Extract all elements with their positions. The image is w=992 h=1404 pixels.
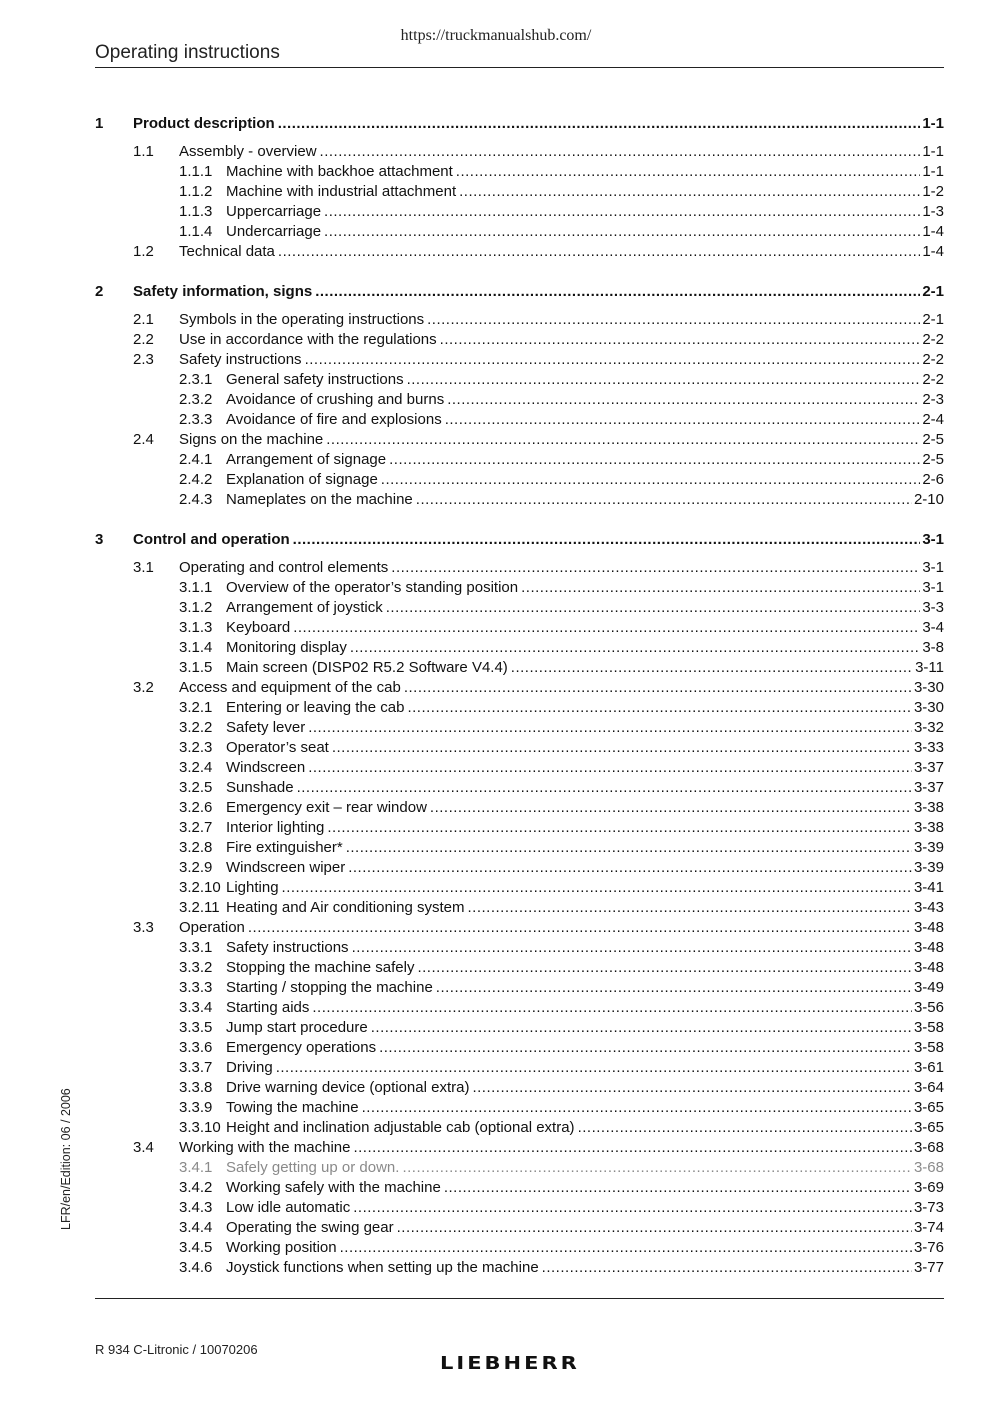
toc-title: Arrangement of signage	[226, 451, 387, 468]
toc-number: 3.3.9	[179, 1099, 213, 1116]
toc-page-number: 1-4	[922, 243, 944, 260]
toc-leader-dots	[371, 1018, 912, 1038]
toc-number: 3.1.2	[179, 599, 213, 616]
toc-leader-dots	[278, 242, 920, 262]
toc-entry-section	[95, 310, 944, 330]
toc-page-number: 3-77	[913, 1259, 944, 1276]
toc-entry-sub	[95, 1218, 944, 1238]
toc-leader-dots	[391, 558, 920, 578]
toc-entry-sub	[95, 1258, 944, 1278]
toc-page-number: 3-3	[922, 599, 944, 616]
toc-page-number: 3-37	[913, 779, 944, 796]
toc-number: 3.2.3	[179, 739, 213, 756]
toc-title: Height and inclination adjustable cab (optional extra)	[226, 1119, 575, 1136]
toc-entry-sub	[95, 370, 944, 390]
toc-title: Emergency exit – rear window	[226, 799, 427, 816]
toc-number: 3.3.7	[179, 1059, 213, 1076]
toc-entry-sub	[95, 978, 944, 998]
toc-title: Symbols in the operating instructions	[179, 311, 425, 328]
toc-title: Signs on the machine	[179, 431, 324, 448]
toc-leader-dots	[276, 1058, 912, 1078]
toc-title: Stopping the machine safely	[226, 959, 415, 976]
toc-page-number: 2-10	[913, 491, 944, 508]
toc-leader-dots	[324, 222, 920, 242]
toc-title: General safety instructions	[226, 371, 404, 388]
toc-page-number: 3-1	[922, 531, 944, 548]
page-header-title: Operating instructions	[95, 42, 280, 63]
toc-leader-dots	[320, 142, 921, 162]
toc-leader-dots	[282, 878, 912, 898]
toc-page-number: 3-32	[913, 719, 944, 736]
toc-leader-dots	[459, 182, 920, 202]
toc-number: 3.2.2	[179, 719, 213, 736]
toc-page-number: 1-1	[922, 163, 944, 180]
toc-page-number: 3-76	[913, 1239, 944, 1256]
toc-title: Windscreen	[226, 759, 306, 776]
toc-entry-sub	[95, 718, 944, 738]
toc-entry-sub	[95, 638, 944, 658]
toc-leader-dots	[440, 330, 921, 350]
toc-number: 2	[95, 283, 104, 300]
toc-title: Sunshade	[226, 779, 294, 796]
toc-leader-dots	[404, 678, 912, 698]
toc-leader-dots	[402, 1158, 912, 1178]
toc-leader-dots	[379, 1038, 912, 1058]
toc-page-number: 3-1	[922, 559, 944, 576]
toc-page-number: 1-1	[922, 115, 944, 132]
toc-entry-section	[95, 350, 944, 370]
toc-entry-sub	[95, 202, 944, 222]
toc-entry-sub	[95, 778, 944, 798]
toc-page-number: 2-1	[922, 311, 944, 328]
toc-number: 3.4.3	[179, 1199, 213, 1216]
toc-leader-dots	[430, 798, 912, 818]
toc-number: 3.3.1	[179, 939, 213, 956]
toc-number: 3.3.4	[179, 999, 213, 1016]
toc-entry-section	[95, 558, 944, 578]
toc-title: Jump start procedure	[226, 1019, 368, 1036]
toc-entry-sub	[95, 490, 944, 510]
toc-leader-dots	[346, 838, 912, 858]
toc-page-number: 3-69	[913, 1179, 944, 1196]
toc-page-number: 2-4	[922, 411, 944, 428]
toc-number: 3.2.1	[179, 699, 213, 716]
toc-title: Avoidance of crushing and burns	[226, 391, 445, 408]
toc-entry-sub	[95, 998, 944, 1018]
toc-page-number: 3-39	[913, 859, 944, 876]
toc-number: 3.2	[133, 679, 154, 696]
toc-number: 3.4.2	[179, 1179, 213, 1196]
toc-number: 3.3.6	[179, 1039, 213, 1056]
toc-title: Main screen (DISP02 R5.2 Software V4.4)	[226, 659, 508, 676]
toc-number: 3.4	[133, 1139, 154, 1156]
toc-page-number: 3-30	[913, 699, 944, 716]
toc-entry-sub	[95, 598, 944, 618]
toc-entry-sub	[95, 578, 944, 598]
toc-entry-sub	[95, 698, 944, 718]
toc-number: 3.2.11	[179, 899, 220, 916]
toc-page-number: 3-37	[913, 759, 944, 776]
footer-model: R 934 C-Litronic / 10070206	[95, 1342, 258, 1357]
toc-number: 3.2.9	[179, 859, 213, 876]
toc-title: Working safely with the machine	[226, 1179, 441, 1196]
toc-title: Operator’s seat	[226, 739, 329, 756]
toc-number: 3.3.2	[179, 959, 213, 976]
toc-number: 1.1.2	[179, 183, 213, 200]
toc-entry-section	[95, 142, 944, 162]
toc-number: 2.3.1	[179, 371, 213, 388]
toc-page-number: 3-56	[913, 999, 944, 1016]
toc-entry-sub	[95, 818, 944, 838]
toc-number: 3.1.5	[179, 659, 213, 676]
toc-title: Safety information, signs	[133, 283, 313, 300]
toc-page-number: 3-41	[913, 879, 944, 896]
toc-leader-dots	[362, 1098, 912, 1118]
edition-note: LFR/en/Edition: 06 / 2006	[59, 1088, 73, 1230]
toc-title: Operating the swing gear	[226, 1219, 394, 1236]
brand-logo: LIEBHERR	[440, 1353, 580, 1374]
toc-number: 3.2.8	[179, 839, 213, 856]
toc-number: 3.3	[133, 919, 154, 936]
toc-entry-sub	[95, 938, 944, 958]
toc-number: 3.1.3	[179, 619, 213, 636]
toc-entry-sub	[95, 898, 944, 918]
toc-page-number: 3-33	[913, 739, 944, 756]
toc-entry-chapter	[95, 282, 944, 302]
toc-page-number: 3-65	[913, 1119, 944, 1136]
toc-entry-sub	[95, 1038, 944, 1058]
toc-entry-sub	[95, 878, 944, 898]
source-url: https://truckmanualshub.com/	[400, 27, 592, 44]
toc-entry-sub	[95, 858, 944, 878]
toc-number: 1	[95, 115, 104, 132]
toc-title: Windscreen wiper	[226, 859, 346, 876]
toc-page-number: 3-38	[913, 819, 944, 836]
toc-title: Entering or leaving the cab	[226, 699, 405, 716]
toc-page-number: 3-8	[922, 639, 944, 656]
toc-title: Arrangement of joystick	[226, 599, 383, 616]
toc-leader-dots	[456, 162, 921, 182]
toc-entry-sub	[95, 182, 944, 202]
header-rule	[95, 67, 944, 68]
toc-entry-section	[95, 242, 944, 262]
toc-entry-sub	[95, 222, 944, 242]
toc-leader-dots	[305, 350, 921, 370]
footer-rule	[95, 1298, 944, 1299]
toc-leader-dots	[340, 1238, 912, 1258]
toc-entry-sub	[95, 1078, 944, 1098]
toc-leader-dots	[467, 898, 911, 918]
toc-title: Machine with industrial attachment	[226, 183, 457, 200]
toc-leader-dots	[427, 310, 920, 330]
toc-leader-dots	[389, 450, 920, 470]
toc-entry-sub	[95, 162, 944, 182]
toc-number: 3.3.5	[179, 1019, 213, 1036]
toc-leader-dots	[521, 578, 920, 598]
toc-entry-sub	[95, 1098, 944, 1118]
toc-number: 2.4	[133, 431, 154, 448]
toc-title: Overview of the operator’s standing position	[226, 579, 519, 596]
toc-leader-dots	[407, 370, 921, 390]
toc-number: 2.4.2	[179, 471, 213, 488]
toc-title: Joystick functions when setting up the machine	[226, 1259, 539, 1276]
toc-page-number: 3-4	[922, 619, 944, 636]
toc-entry-sub	[95, 1238, 944, 1258]
toc-number: 3	[95, 531, 104, 548]
toc-page-number: 3-64	[913, 1079, 944, 1096]
toc-leader-dots	[407, 698, 912, 718]
toc-entry-sub	[95, 658, 944, 678]
toc-title: Driving	[226, 1059, 273, 1076]
toc-entry-chapter	[95, 114, 944, 134]
toc-title: Interior lighting	[226, 819, 325, 836]
toc-title: Control and operation	[133, 531, 290, 548]
toc-leader-dots	[332, 738, 912, 758]
toc-title: Safety instructions	[226, 939, 349, 956]
toc-leader-dots	[436, 978, 912, 998]
toc-leader-dots	[445, 410, 921, 430]
toc-title: Access and equipment of the cab	[179, 679, 401, 696]
toc-number: 3.2.4	[179, 759, 213, 776]
toc-leader-dots	[352, 938, 912, 958]
toc-page-number: 3-49	[913, 979, 944, 996]
toc-title: Starting aids	[226, 999, 310, 1016]
toc-number: 3.4.4	[179, 1219, 213, 1236]
toc-page-number: 3-58	[913, 1039, 944, 1056]
toc-page-number: 3-48	[913, 959, 944, 976]
toc-leader-dots	[381, 470, 921, 490]
toc-number: 3.4.6	[179, 1259, 213, 1276]
toc-entry-sub	[95, 798, 944, 818]
toc-leader-dots	[297, 778, 912, 798]
toc-page-number: 3-61	[913, 1059, 944, 1076]
toc-entry-sub	[95, 410, 944, 430]
toc-page-number: 3-48	[913, 919, 944, 936]
toc-entry-chapter	[95, 530, 944, 550]
toc-title: Operation	[179, 919, 245, 936]
toc-number: 2.3.2	[179, 391, 213, 408]
toc-leader-dots	[511, 658, 913, 678]
toc-number: 2.4.1	[179, 451, 213, 468]
toc-number: 1.2	[133, 243, 154, 260]
toc-leader-dots	[278, 114, 921, 134]
toc-number: 3.3.10	[179, 1119, 221, 1136]
toc-entry-section	[95, 1138, 944, 1158]
toc-leader-dots	[397, 1218, 912, 1238]
toc-entry-section	[95, 330, 944, 350]
toc-title: Keyboard	[226, 619, 291, 636]
toc-entry-sub	[95, 958, 944, 978]
toc-title: Avoidance of fire and explosions	[226, 411, 442, 428]
toc-entry-sub	[95, 618, 944, 638]
toc-title: Safety lever	[226, 719, 306, 736]
toc-number: 3.2.7	[179, 819, 213, 836]
toc-page-number: 2-2	[922, 351, 944, 368]
toc-page-number: 3-39	[913, 839, 944, 856]
toc-leader-dots	[293, 618, 920, 638]
toc-page-number: 2-5	[922, 431, 944, 448]
toc-leader-dots	[472, 1078, 912, 1098]
toc-page-number: 1-2	[922, 183, 944, 200]
toc-entry-section	[95, 678, 944, 698]
toc-title: Emergency operations	[226, 1039, 377, 1056]
toc-page-number: 1-1	[922, 143, 944, 160]
toc-page-number: 3-74	[913, 1219, 944, 1236]
toc-page-number: 3-68	[913, 1159, 944, 1176]
toc-leader-dots	[578, 1118, 912, 1138]
toc-number: 3.4.1	[179, 1159, 213, 1176]
toc-leader-dots	[542, 1258, 912, 1278]
toc-title: Undercarriage	[226, 223, 322, 240]
toc-page-number: 2-2	[922, 331, 944, 348]
table-of-contents	[95, 114, 944, 1278]
toc-entry-sub	[95, 1178, 944, 1198]
toc-title: Heating and Air conditioning system	[226, 899, 465, 916]
toc-number: 2.4.3	[179, 491, 213, 508]
toc-title: Technical data	[179, 243, 275, 260]
toc-title: Monitoring display	[226, 639, 347, 656]
toc-page-number: 3-38	[913, 799, 944, 816]
toc-title: Lighting	[226, 879, 279, 896]
toc-entry-section	[95, 430, 944, 450]
toc-number: 3.1.1	[179, 579, 213, 596]
toc-leader-dots	[324, 202, 920, 222]
toc-title: Nameplates on the machine	[226, 491, 413, 508]
toc-entry-sub	[95, 1158, 944, 1178]
toc-leader-dots	[308, 718, 912, 738]
toc-leader-dots	[386, 598, 921, 618]
toc-entry-sub	[95, 470, 944, 490]
toc-number: 1.1.3	[179, 203, 213, 220]
toc-page-number: 2-5	[922, 451, 944, 468]
toc-page-number: 2-1	[922, 283, 944, 300]
toc-title: Safely getting up or down.	[226, 1159, 400, 1176]
toc-page-number: 1-3	[922, 203, 944, 220]
toc-page-number: 1-4	[922, 223, 944, 240]
toc-leader-dots	[417, 958, 912, 978]
toc-page-number: 3-58	[913, 1019, 944, 1036]
toc-leader-dots	[416, 490, 912, 510]
toc-page-number: 3-43	[913, 899, 944, 916]
toc-page-number: 3-73	[913, 1199, 944, 1216]
toc-page-number: 2-3	[922, 391, 944, 408]
toc-title: Towing the machine	[226, 1099, 359, 1116]
toc-leader-dots	[350, 638, 920, 658]
toc-entry-sub	[95, 1018, 944, 1038]
toc-leader-dots	[248, 918, 912, 938]
toc-title: Operating and control elements	[179, 559, 389, 576]
toc-leader-dots	[447, 390, 920, 410]
toc-number: 1.1	[133, 143, 154, 160]
toc-number: 2.1	[133, 311, 154, 328]
toc-entry-sub	[95, 1118, 944, 1138]
toc-number: 2.3	[133, 351, 154, 368]
toc-number: 3.1	[133, 559, 154, 576]
toc-title: Product description	[133, 115, 275, 132]
toc-number: 1.1.4	[179, 223, 213, 240]
toc-title: Low idle automatic	[226, 1199, 351, 1216]
toc-title: Safety instructions	[179, 351, 302, 368]
toc-leader-dots	[444, 1178, 912, 1198]
toc-leader-dots	[353, 1198, 912, 1218]
toc-title: Use in accordance with the regulations	[179, 331, 437, 348]
toc-page-number: 2-2	[922, 371, 944, 388]
toc-entry-sub	[95, 1058, 944, 1078]
toc-leader-dots	[353, 1138, 912, 1158]
toc-number: 3.1.4	[179, 639, 213, 656]
toc-page-number: 3-30	[913, 679, 944, 696]
toc-entry-sub	[95, 838, 944, 858]
toc-title: Explanation of signage	[226, 471, 378, 488]
toc-title: Working with the machine	[179, 1139, 351, 1156]
toc-page-number: 3-65	[913, 1099, 944, 1116]
toc-page-number: 3-48	[913, 939, 944, 956]
toc-title: Machine with backhoe attachment	[226, 163, 453, 180]
toc-number: 3.4.5	[179, 1239, 213, 1256]
toc-number: 1.1.1	[179, 163, 213, 180]
toc-leader-dots	[315, 282, 920, 302]
toc-leader-dots	[326, 430, 920, 450]
toc-page-number: 3-11	[915, 659, 944, 676]
toc-entry-section	[95, 918, 944, 938]
toc-number: 3.2.5	[179, 779, 213, 796]
toc-entry-sub	[95, 758, 944, 778]
toc-leader-dots	[308, 758, 912, 778]
toc-title: Fire extinguisher*	[226, 839, 343, 856]
toc-leader-dots	[312, 998, 912, 1018]
toc-entry-sub	[95, 1198, 944, 1218]
toc-entry-sub	[95, 738, 944, 758]
toc-title: Drive warning device (optional extra)	[226, 1079, 470, 1096]
toc-number: 2.3.3	[179, 411, 213, 428]
toc-page-number: 3-68	[913, 1139, 944, 1156]
toc-number: 3.3.8	[179, 1079, 213, 1096]
toc-number: 3.2.10	[179, 879, 221, 896]
toc-title: Assembly - overview	[179, 143, 317, 160]
toc-number: 2.2	[133, 331, 154, 348]
toc-title: Working position	[226, 1239, 337, 1256]
toc-page-number: 2-6	[922, 471, 944, 488]
toc-leader-dots	[293, 530, 921, 550]
toc-number: 3.3.3	[179, 979, 213, 996]
toc-title: Starting / stopping the machine	[226, 979, 433, 996]
toc-leader-dots	[327, 818, 912, 838]
toc-page-number: 3-1	[922, 579, 944, 596]
toc-title: Uppercarriage	[226, 203, 322, 220]
toc-entry-sub	[95, 450, 944, 470]
toc-entry-sub	[95, 390, 944, 410]
toc-number: 3.2.6	[179, 799, 213, 816]
toc-leader-dots	[348, 858, 912, 878]
